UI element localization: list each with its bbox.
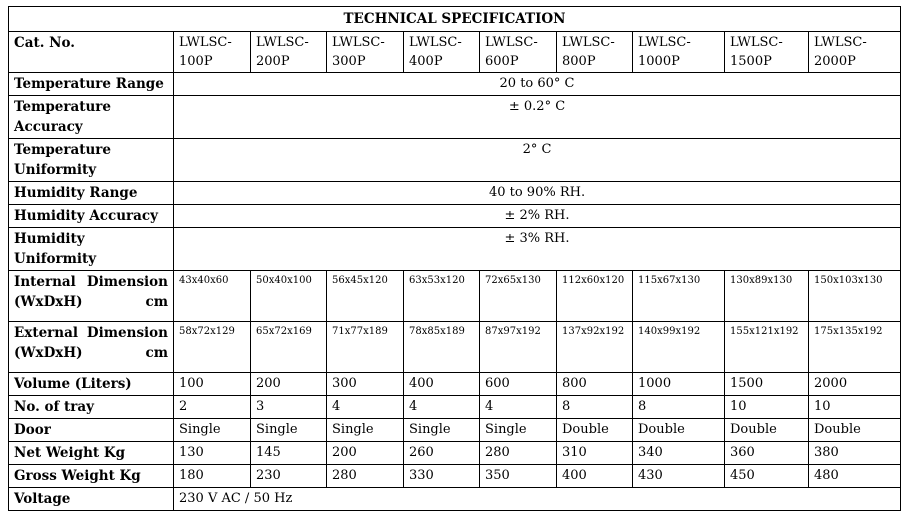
spec-value: ± 3% RH.	[174, 228, 901, 271]
spec-row	[9, 205, 901, 228]
row-label	[9, 228, 174, 271]
model-cell	[327, 32, 404, 73]
row-label-text: Temperature	[14, 99, 112, 115]
spec-value: Double	[557, 419, 633, 442]
row-label	[9, 442, 174, 465]
model-suffix: 1500P	[730, 54, 772, 69]
external-dimension-row	[9, 322, 901, 373]
spec-value: Single	[480, 419, 557, 442]
spec-value: 20 to 60° C	[174, 73, 901, 96]
spec-value: 430	[633, 465, 725, 488]
spec-value: 4	[404, 396, 480, 419]
row-label-text: Volume (Liters)	[14, 376, 132, 392]
row-label-text: Temperature Range	[14, 76, 164, 92]
spec-value: Single	[251, 419, 327, 442]
dimension-value: 137x92x192	[557, 322, 633, 373]
spec-value: Single	[174, 419, 251, 442]
spec-value: 450	[725, 465, 809, 488]
row-label	[9, 73, 174, 96]
model-suffix: 200P	[256, 54, 290, 69]
spec-value: 2	[174, 396, 251, 419]
row-label-text: Net Weight Kg	[14, 445, 126, 461]
model-prefix: LWLSC-	[485, 35, 538, 50]
spec-value: 310	[557, 442, 633, 465]
row-label-text: Humidity Uniformity	[14, 231, 97, 267]
row-label	[9, 488, 174, 511]
spec-value: 380	[809, 442, 901, 465]
dimension-value: 140x99x192	[633, 322, 725, 373]
dimension-value: 150x103x130	[809, 271, 901, 322]
internal-dimension-row	[9, 271, 901, 322]
row-label	[9, 271, 174, 322]
row-label	[9, 419, 174, 442]
spec-value: 800	[557, 373, 633, 396]
model-prefix: LWLSC-	[256, 35, 309, 50]
model-prefix: LWLSC-	[409, 35, 462, 50]
dimension-value: 112x60x120	[557, 271, 633, 322]
spec-row	[9, 73, 901, 96]
spec-value: 400	[404, 373, 480, 396]
spec-value: 145	[251, 442, 327, 465]
spec-value: 1000	[633, 373, 725, 396]
spec-value: Double	[633, 419, 725, 442]
row-label-text: Door	[14, 422, 51, 438]
cat-no-row	[9, 32, 901, 73]
spec-row	[9, 396, 901, 419]
spec-value: 400	[557, 465, 633, 488]
dimension-value: 65x72x169	[251, 322, 327, 373]
spec-value: 4	[327, 396, 404, 419]
spec-value: 10	[725, 396, 809, 419]
spec-value: 40 to 90% RH.	[174, 182, 901, 205]
spec-value: 3	[251, 396, 327, 419]
row-label-text: Gross Weight Kg	[14, 468, 141, 484]
dimension-value: 175x135x192	[809, 322, 901, 373]
spec-value: ± 0.2° C	[174, 96, 901, 139]
row-label	[9, 32, 174, 73]
row-label-text: (WxDxH) cm	[14, 294, 168, 310]
row-label	[9, 322, 174, 373]
spec-value: 180	[174, 465, 251, 488]
spec-value: 130	[174, 442, 251, 465]
spec-value: Double	[809, 419, 901, 442]
spec-value: 600	[480, 373, 557, 396]
dimension-value: 50x40x100	[251, 271, 327, 322]
spec-value: 330	[404, 465, 480, 488]
model-suffix: 100P	[179, 54, 213, 69]
row-label	[9, 96, 174, 139]
row-label-text: Accuracy	[14, 119, 83, 135]
row-label-text: Uniformity	[14, 162, 97, 178]
row-label	[9, 373, 174, 396]
spec-value: 4	[480, 396, 557, 419]
row-label-text: Temperature	[14, 142, 112, 158]
model-cell	[480, 32, 557, 73]
dimension-value: 155x121x192	[725, 322, 809, 373]
spec-value: 340	[633, 442, 725, 465]
dimension-value: 63x53x120	[404, 271, 480, 322]
model-prefix: LWLSC-	[562, 35, 615, 50]
row-label-text: Humidity Range	[14, 185, 138, 201]
model-cell	[633, 32, 725, 73]
spec-row	[9, 96, 901, 139]
dimension-value: 58x72x129	[174, 322, 251, 373]
row-label	[9, 396, 174, 419]
spec-value: 280	[327, 465, 404, 488]
row-label-text: Voltage	[14, 491, 71, 507]
model-prefix: LWLSC-	[638, 35, 691, 50]
dimension-value: 115x67x130	[633, 271, 725, 322]
spec-value: 480	[809, 465, 901, 488]
model-suffix: 2000P	[814, 54, 856, 69]
model-suffix: 800P	[562, 54, 596, 69]
model-suffix: 300P	[332, 54, 366, 69]
table-title: TECHNICAL SPECIFICATION	[9, 7, 901, 32]
voltage-row	[9, 488, 901, 511]
spec-value: 2° C	[174, 139, 901, 182]
spec-table	[8, 6, 901, 511]
dimension-value: 56x45x120	[327, 271, 404, 322]
model-suffix: 400P	[409, 54, 443, 69]
dimension-value: 72x65x130	[480, 271, 557, 322]
model-suffix: 600P	[485, 54, 519, 69]
row-label-text: (WxDxH) cm	[14, 345, 168, 361]
dimension-value: 78x85x189	[404, 322, 480, 373]
model-prefix: LWLSC-	[730, 35, 783, 50]
model-prefix: LWLSC-	[814, 35, 867, 50]
title-row	[9, 7, 901, 32]
model-cell	[725, 32, 809, 73]
row-label-text: No. of tray	[14, 399, 94, 415]
row-label	[9, 139, 174, 182]
spec-row	[9, 139, 901, 182]
row-label-text: External Dimension	[14, 325, 168, 341]
spec-row	[9, 182, 901, 205]
dimension-value: 87x97x192	[480, 322, 557, 373]
model-prefix: LWLSC-	[179, 35, 232, 50]
spec-row	[9, 465, 901, 488]
spec-value: 2000	[809, 373, 901, 396]
model-cell	[809, 32, 901, 73]
spec-row	[9, 442, 901, 465]
spec-row	[9, 419, 901, 442]
spec-value: 1500	[725, 373, 809, 396]
spec-value: 8	[557, 396, 633, 419]
spec-value: 8	[633, 396, 725, 419]
spec-value: Single	[404, 419, 480, 442]
spec-value: 230	[251, 465, 327, 488]
row-label-text: Internal Dimension	[14, 274, 168, 290]
spec-value: Single	[327, 419, 404, 442]
spec-value: 100	[174, 373, 251, 396]
row-label-text: Cat. No.	[14, 35, 75, 51]
spec-value: 200	[251, 373, 327, 396]
spec-value: 300	[327, 373, 404, 396]
row-label-text: Humidity Accuracy	[14, 208, 158, 224]
dimension-value: 130x89x130	[725, 271, 809, 322]
spec-value: 360	[725, 442, 809, 465]
spec-value: Double	[725, 419, 809, 442]
dimension-value: 43x40x60	[174, 271, 251, 322]
model-cell	[557, 32, 633, 73]
model-prefix: LWLSC-	[332, 35, 385, 50]
spec-row	[9, 373, 901, 396]
row-label	[9, 465, 174, 488]
model-cell	[251, 32, 327, 73]
row-label	[9, 205, 174, 228]
spec-value: 280	[480, 442, 557, 465]
row-label	[9, 182, 174, 205]
spec-value: 200	[327, 442, 404, 465]
spec-row	[9, 228, 901, 271]
model-cell	[404, 32, 480, 73]
spec-value: 260	[404, 442, 480, 465]
model-suffix: 1000P	[638, 54, 680, 69]
voltage-value: 230 V AC / 50 Hz	[174, 488, 901, 511]
model-cell	[174, 32, 251, 73]
spec-value: 350	[480, 465, 557, 488]
spec-value: ± 2% RH.	[174, 205, 901, 228]
spec-value: 10	[809, 396, 901, 419]
dimension-value: 71x77x189	[327, 322, 404, 373]
